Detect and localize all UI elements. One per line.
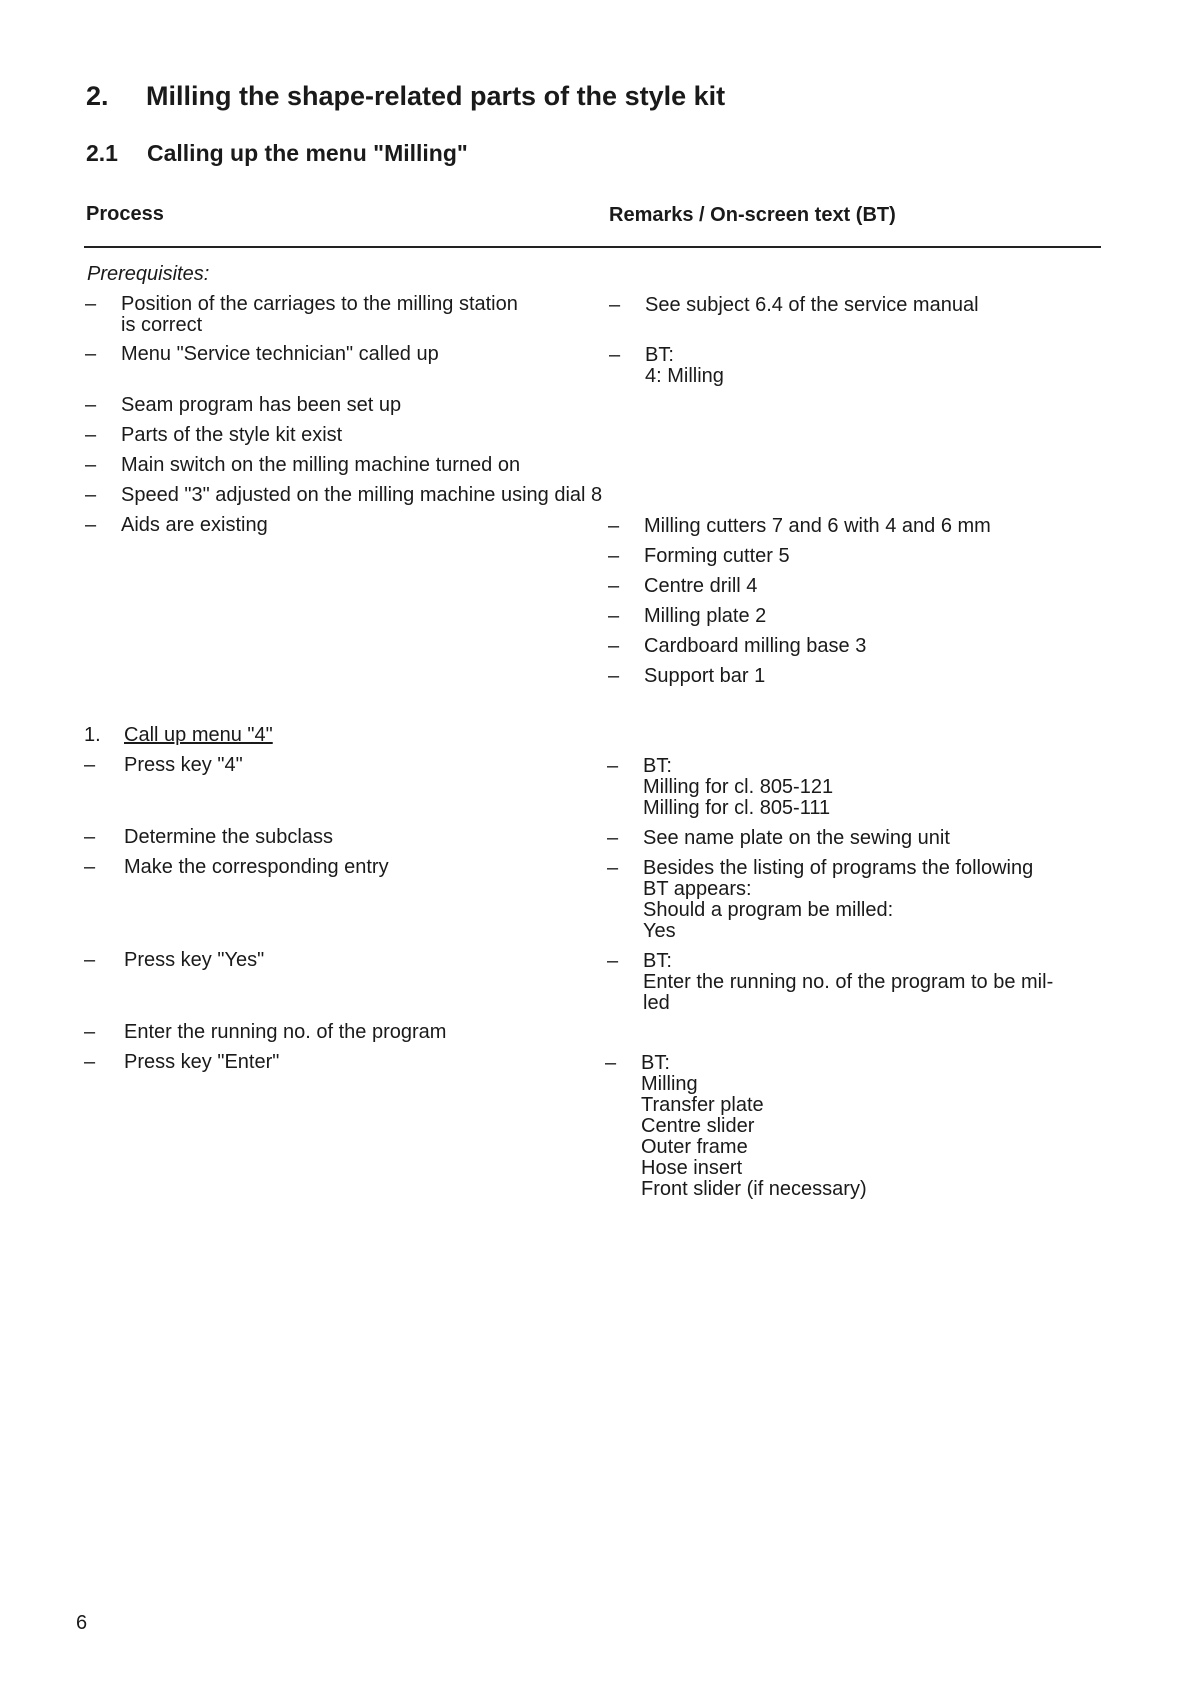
- prereq-carriage-position-line1: Position of the carriages to the milling station: [121, 293, 518, 315]
- bullet-dash: –: [607, 827, 619, 849]
- bullet-dash: –: [84, 949, 96, 971]
- subsection-number: 2.1: [86, 140, 118, 166]
- bullet-dash: –: [608, 515, 620, 537]
- step-make-entry: Make the corresponding entry: [124, 856, 389, 878]
- prereq-service-menu: Menu "Service technician" called up: [121, 343, 439, 365]
- prereq-main-switch: Main switch on the milling machine turned on: [121, 454, 521, 476]
- bullet-dash: –: [85, 454, 97, 476]
- step-determine-subclass: Determine the subclass: [124, 826, 333, 848]
- remark-name-plate: See name plate on the sewing unit: [643, 827, 950, 849]
- subsection-title: Calling up the menu "Milling": [147, 140, 468, 166]
- bullet-dash: –: [608, 605, 620, 627]
- remark-running-no-line2: led: [643, 992, 670, 1014]
- process-column-header: Process: [86, 203, 164, 225]
- remark-bt-label: BT:: [645, 344, 674, 366]
- bullet-dash: –: [85, 484, 97, 506]
- remark-listing-line3: Should a program be milled:: [643, 899, 894, 921]
- remark-bt-milling: 4: Milling: [645, 365, 724, 387]
- step-press-key-enter: Press key "Enter": [124, 1051, 280, 1073]
- prereq-aids: Aids are existing: [121, 514, 268, 536]
- bullet-dash: –: [85, 293, 97, 315]
- remark-listing-line1: Besides the listing of programs the following: [643, 857, 1034, 879]
- bullet-dash: –: [85, 424, 97, 446]
- remark-listing-line4: Yes: [643, 920, 676, 942]
- bullet-dash: –: [85, 343, 97, 365]
- bullet-dash: –: [609, 294, 621, 316]
- step-number: 1.: [84, 724, 101, 746]
- section-number: 2.: [86, 81, 109, 111]
- bullet-dash: –: [608, 545, 620, 567]
- bullet-dash: –: [84, 856, 96, 878]
- aid-item: Milling plate 2: [644, 605, 767, 627]
- step-title: Call up menu "4": [124, 724, 273, 746]
- step-enter-running-no: Enter the running no. of the program: [124, 1021, 447, 1043]
- bullet-dash: –: [84, 1051, 96, 1073]
- step-press-key-4: Press key "4": [124, 754, 243, 776]
- prereq-seam-program: Seam program has been set up: [121, 394, 402, 416]
- remark-milling-cl-111: Milling for cl. 805-111: [643, 797, 831, 819]
- remarks-column-header: Remarks / On-screen text (BT): [609, 204, 896, 226]
- remark-bt-label: BT:: [641, 1052, 670, 1074]
- aid-item: Milling cutters 7 and 6 with 4 and 6 mm: [644, 515, 991, 537]
- remark-bt-label: BT:: [643, 755, 672, 777]
- bullet-dash: –: [607, 857, 619, 879]
- aid-item: Forming cutter 5: [644, 545, 790, 567]
- section-title: Milling the shape-related parts of the style kit: [146, 81, 726, 111]
- remark-running-no-line1: Enter the running no. of the program to be mil-: [643, 971, 1054, 993]
- remark-listing-line2: BT appears:: [643, 878, 752, 900]
- prereq-speed: Speed "3" adjusted on the milling machine using dial 8: [121, 484, 603, 506]
- page-number: 6: [76, 1612, 88, 1634]
- bullet-dash: –: [85, 394, 97, 416]
- bullet-dash: –: [608, 635, 620, 657]
- remark-bt-line: Transfer plate: [641, 1094, 764, 1116]
- bullet-dash: –: [84, 1021, 96, 1043]
- bullet-dash: –: [607, 755, 619, 777]
- bullet-dash: –: [84, 826, 96, 848]
- prereq-style-kit-parts: Parts of the style kit exist: [121, 424, 343, 446]
- bullet-dash: –: [84, 754, 96, 776]
- step-press-key-yes: Press key "Yes": [124, 949, 265, 971]
- prerequisites-label: Prerequisites:: [87, 263, 210, 285]
- aid-item: Cardboard milling base 3: [644, 635, 867, 657]
- bullet-dash: –: [608, 665, 620, 687]
- remark-bt-label: BT:: [643, 950, 672, 972]
- remark-bt-line: Centre slider: [641, 1115, 755, 1137]
- bullet-dash: –: [85, 514, 97, 536]
- remark-service-manual: See subject 6.4 of the service manual: [645, 294, 979, 316]
- bullet-dash: –: [609, 344, 621, 366]
- remark-bt-line: Outer frame: [641, 1136, 748, 1158]
- header-rule: [84, 246, 1101, 248]
- remark-bt-line: Front slider (if necessary): [641, 1178, 867, 1200]
- prereq-carriage-position-line2: is correct: [121, 314, 203, 336]
- bullet-dash: –: [608, 575, 620, 597]
- remark-bt-line: Milling: [641, 1073, 698, 1095]
- aid-item: Support bar 1: [644, 665, 766, 687]
- remark-bt-line: Hose insert: [641, 1157, 743, 1179]
- aid-item: Centre drill 4: [644, 575, 758, 597]
- remark-milling-cl-121: Milling for cl. 805-121: [643, 776, 834, 798]
- bullet-dash: –: [607, 950, 619, 972]
- bullet-dash: –: [605, 1052, 617, 1074]
